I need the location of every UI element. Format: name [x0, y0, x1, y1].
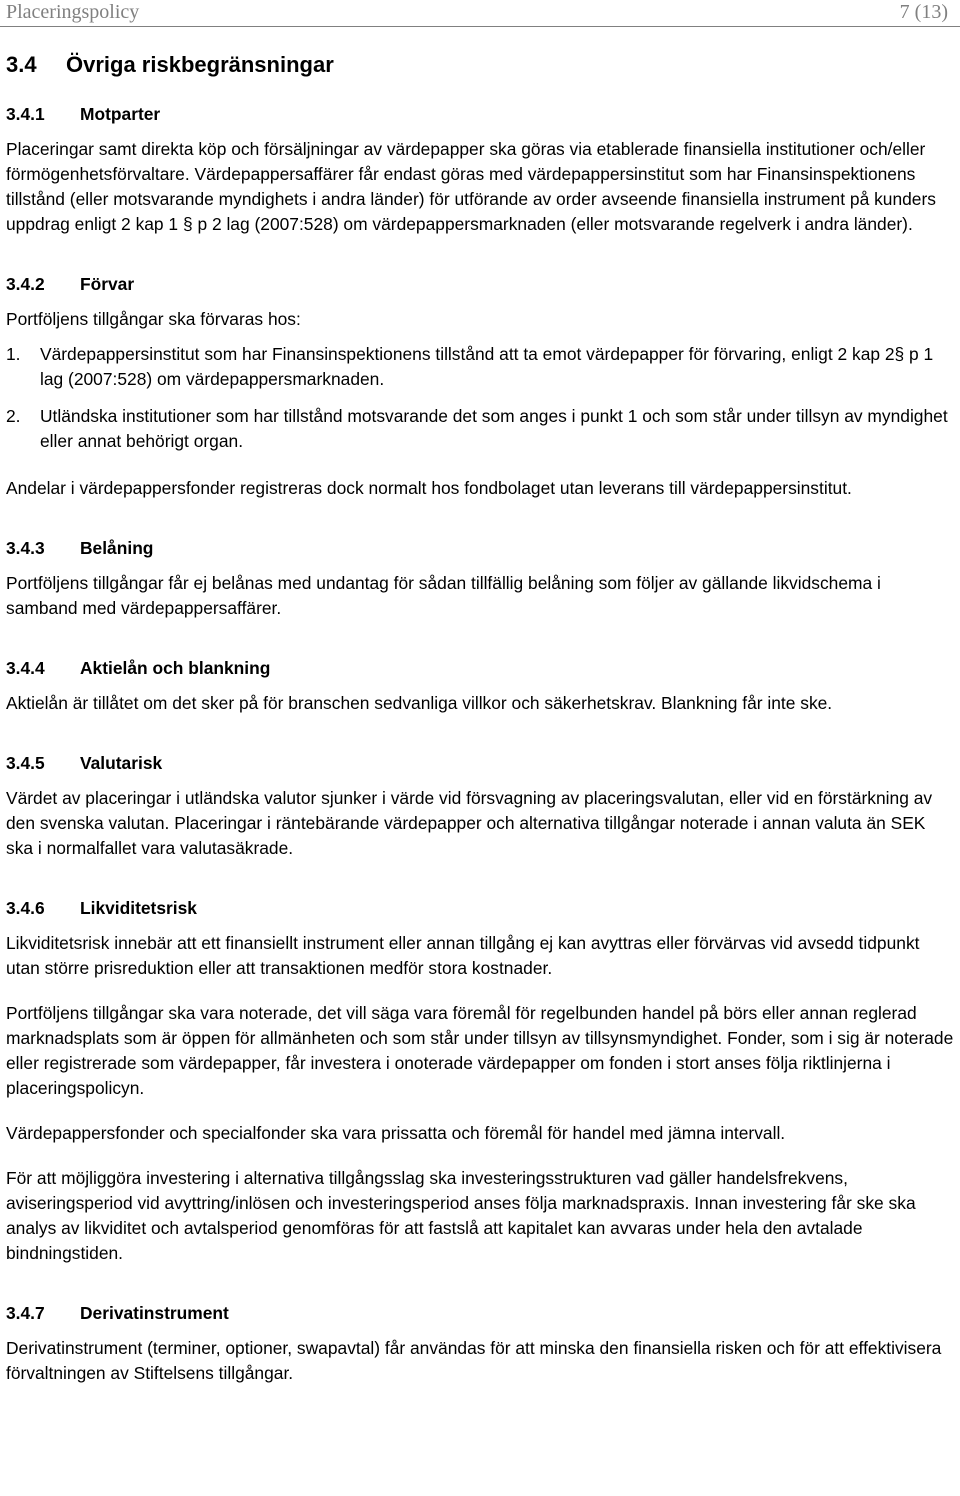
list-text: Värdepappersinstitut som har Finansinspektionens tillstånd att ta emot värdepapper för förvaring, enligt 2 kap 2§ p 1 lag (2007:528) om värdepappersmarknaden. — [40, 344, 934, 389]
list-item — [6, 342, 956, 392]
paragraph: Placeringar samt direkta köp och försäljningar av värdepapper ska göras via etablerade finansiella institutioner och/eller förmögenhetsförvaltare. Värdepappersaffärer får endast göras med värdepappersinstitut som har Finansinspektionens tillstånd (eller motsvarande myndighets i andra länder) för utförande av order avseende finansiella instrument på kunders uppdrag enligt 2 kap 1 § p 2 lag (2007:528) om värdepappersmarknaden (eller motsvarande regelverk i andra länder). — [6, 139, 936, 234]
document-body — [6, 50, 956, 1406]
subsection-title: Förvar — [80, 274, 135, 294]
subsection-number: 3.4.5 — [6, 753, 45, 773]
paragraph: Derivatinstrument (terminer, optioner, swapavtal) får användas för att minska den finansiella risken och för att effektivisera förvaltningen av Stiftelsens tillgångar. — [6, 1338, 942, 1383]
subsection-heading-motparter — [6, 102, 956, 127]
section-number: 3.4 — [6, 52, 37, 77]
list-text: Utländska institutioner som har tillstånd motsvarande det som anges i punkt 1 och som står under tillsyn av myndighet eller annat behörigt organ. — [40, 406, 948, 451]
subsection-heading-belaning — [6, 536, 956, 561]
section-title: Övriga riskbegränsningar — [66, 52, 334, 77]
subsection-number: 3.4.2 — [6, 274, 45, 294]
subsection-number: 3.4.4 — [6, 658, 45, 678]
subsection-heading-forvar — [6, 272, 956, 297]
subsection-number: 3.4.7 — [6, 1303, 45, 1323]
subsection-title: Motparter — [80, 104, 161, 124]
paragraph: Aktielån är tillåtet om det sker på för branschen sedvanliga villkor och säkerhetskrav. Blankning får inte ske. — [6, 693, 833, 713]
page-number: 7 (13) — [899, 1, 948, 23]
subsection-title: Belåning — [80, 538, 154, 558]
list-number: 1. — [6, 344, 21, 364]
paragraph: Likviditetsrisk innebär att ett finansiellt instrument eller annan tillgång ej kan avyttras eller förvärvas vid avsedd tidpunkt utan större prisreduktion eller att transaktionen medför stora kostnader. — [6, 933, 920, 978]
subsection-title: Likviditetsrisk — [80, 898, 197, 918]
paragraph: Portföljens tillgångar får ej belånas med undantag för sådan tillfällig belåning som följer av gällande likvidschema i samband med värdepappersaffärer. — [6, 573, 881, 618]
subsection-number: 3.4.1 — [6, 104, 45, 124]
subsection-title: Derivatinstrument — [80, 1303, 229, 1323]
list-item — [6, 404, 956, 454]
page-header — [0, 0, 960, 27]
paragraph: Värdet av placeringar i utländska valutor sjunker i värde vid försvagning av placeringsvalutan, eller vid en förstärkning av den svenska valutan. Placeringar i räntebärande värdepapper och alternativa tillgångar noterade i annan valuta än SEK ska i normalfallet vara valutasäkrade. — [6, 788, 933, 858]
list-number: 2. — [6, 406, 21, 426]
subsection-heading-valutarisk — [6, 751, 956, 776]
section-heading — [6, 50, 956, 80]
paragraph: Värdepappersfonder och specialfonder ska vara prissatta och föremål för handel med jämna intervall. — [6, 1123, 786, 1143]
subsection-title: Aktielån och blankning — [80, 658, 271, 678]
paragraph: Andelar i värdepappersfonder registreras dock normalt hos fondbolaget utan leverans till värdepappersinstitut. — [6, 478, 852, 498]
subsection-number: 3.4.6 — [6, 898, 45, 918]
paragraph: Portföljens tillgångar ska vara noterade, det vill säga vara föremål för regelbunden handel på börs eller annan reglerad marknadsplats som är öppen för allmänheten och som står under tillsyn av tillsynsmyndighet. Fonder, som i sig är noterade eller registrerade som värdepapper, får investera i onoterade värdepapper om fonden i stort anses följa riktlinjerna i placeringspolicyn. — [6, 1003, 954, 1098]
subsection-number: 3.4.3 — [6, 538, 45, 558]
subsection-heading-derivatinstrument — [6, 1301, 956, 1326]
subsection-heading-aktielan — [6, 656, 956, 681]
subsection-heading-likviditetsrisk — [6, 896, 956, 921]
paragraph: För att möjliggöra investering i alternativa tillgångsslag ska investeringsstrukturen vad gäller handelsfrekvens, aviseringsperiod vid avyttring/inlösen och investeringsperiod anses följa marknadspraxis. Innan investering får ske ska analys av likviditet och avtalsperiod genomföras för att fastslå att kapitalet kan avvaras under hela den avtalade bindningstiden. — [6, 1168, 916, 1263]
document-title: Placeringspolicy — [6, 1, 140, 23]
subsection-title: Valutarisk — [80, 753, 163, 773]
paragraph: Portföljens tillgångar ska förvaras hos: — [6, 309, 301, 329]
